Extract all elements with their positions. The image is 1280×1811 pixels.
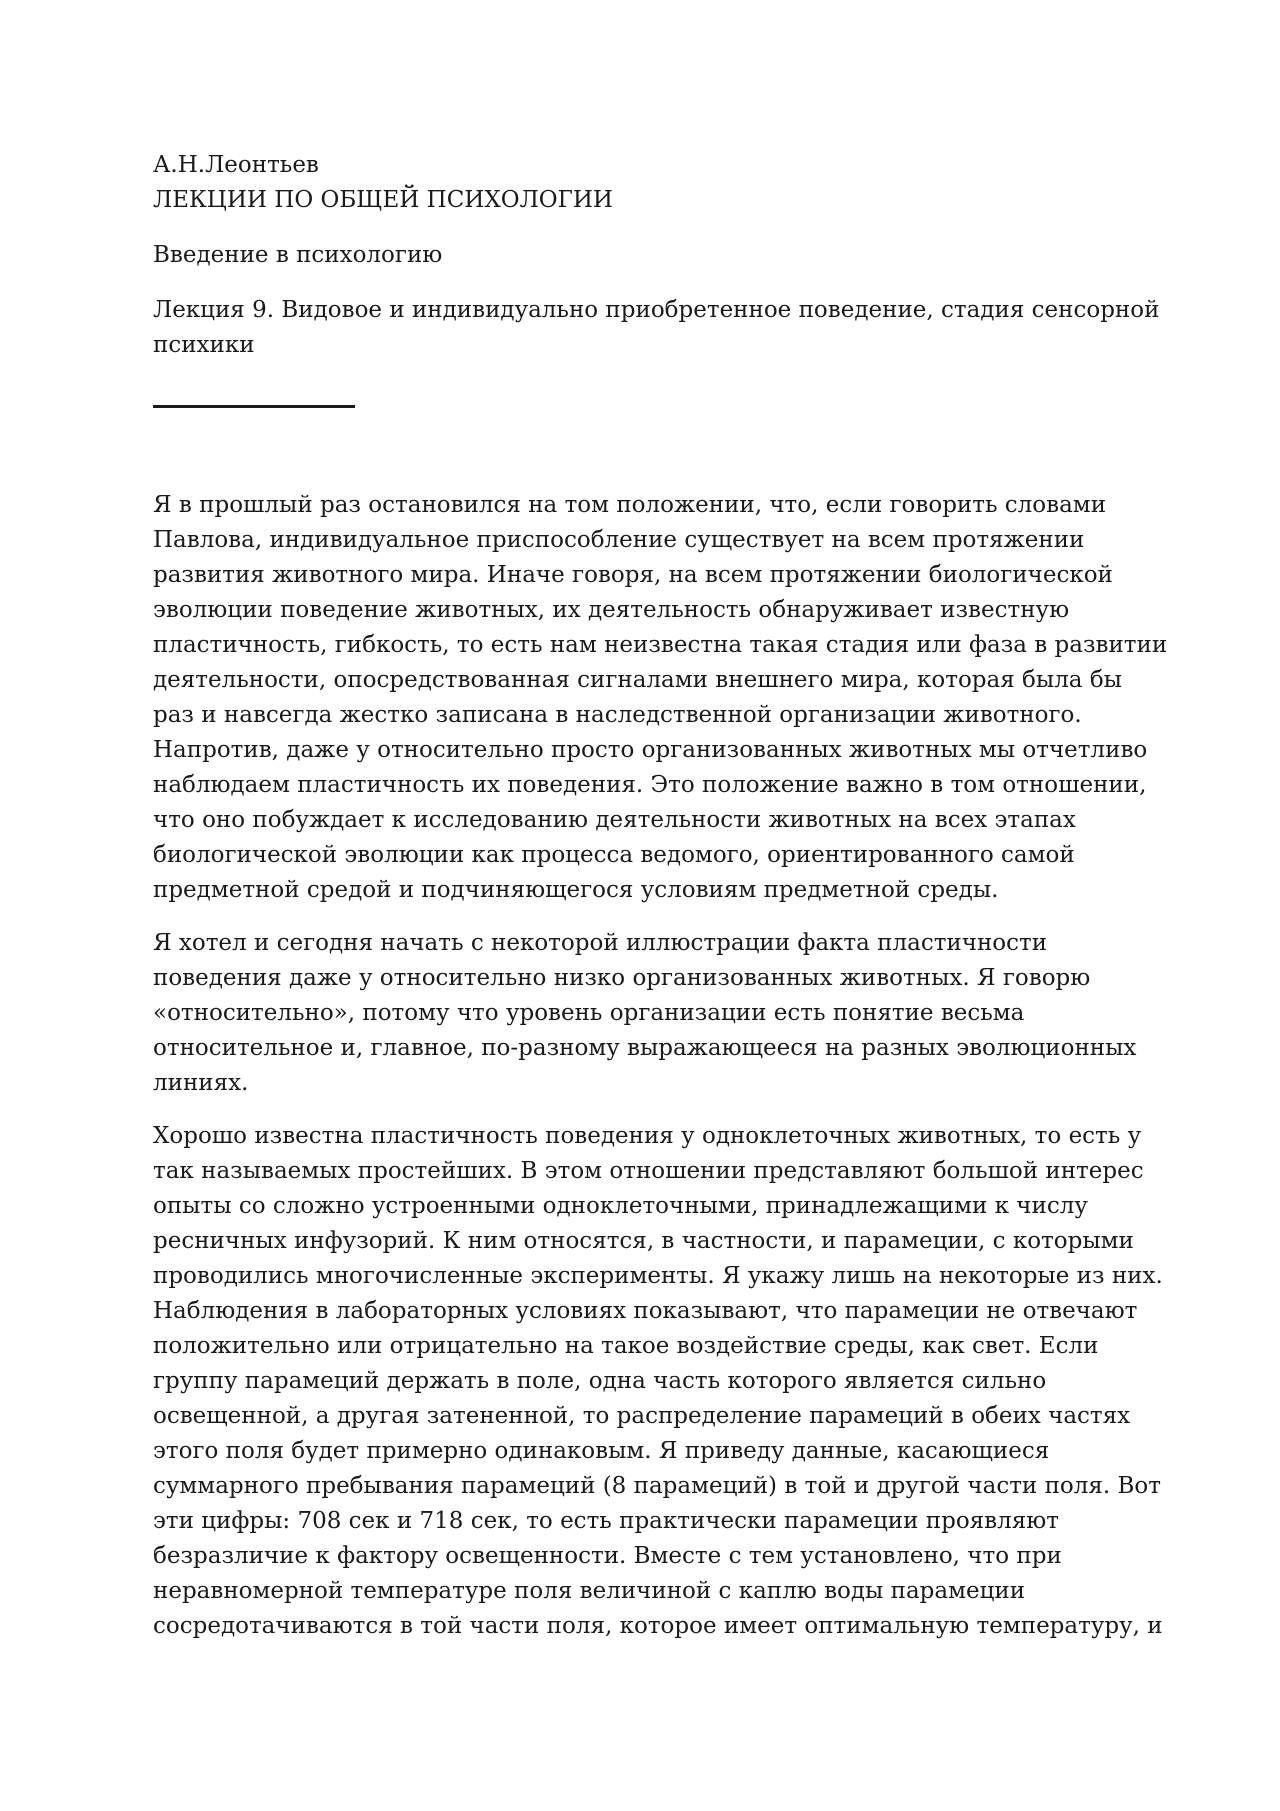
divider-rule: [153, 405, 355, 408]
text-line: безразличие к фактору освещенности. Вместе с тем установлено, что при: [153, 1543, 1062, 1569]
lecture-title: [153, 293, 1160, 363]
text-line: относительное и, главное, по-разному выражающееся на разных эволюционных: [153, 1035, 1137, 1061]
text-line: предметной средой и подчиняющегося условиям предметной среды.: [153, 877, 999, 903]
section-title: Введение в психологию: [153, 242, 443, 268]
text-line: суммарного пребывания парамеций (8 парамеций) в той и другой части поля. Вот: [153, 1473, 1161, 1499]
paragraph-1: [153, 488, 1168, 908]
document-page: [153, 148, 1168, 1662]
text-line: ресничных инфузорий. К ним относятся, в частности, и парамеции, с которыми: [153, 1228, 1134, 1254]
lecture-title-line: Лекция 9. Видовое и индивидуально приобретенное поведение, стадия сенсорной: [153, 297, 1160, 323]
text-line: поведения даже у относительно низко организованных животных. Я говорю: [153, 965, 1091, 991]
text-line: положительно или отрицательно на такое воздействие среды, как свет. Если: [153, 1333, 1099, 1359]
text-line: сосредотачиваются в той части поля, которое имеет оптимальную температуру, и: [153, 1613, 1163, 1639]
text-line: Я хотел и сегодня начать с некоторой иллюстрации факта пластичности: [153, 930, 1048, 956]
text-line: Павлова, индивидуальное приспособление существует на всем протяжении: [153, 527, 1085, 553]
text-line: эволюции поведение животных, их деятельность обнаруживает известную: [153, 597, 1070, 623]
text-line: так называемых простейших. В этом отношении представляют большой интерес: [153, 1158, 1144, 1184]
text-line: группу парамеций держать в поле, одна часть которого является сильно: [153, 1368, 1047, 1394]
text-line: Наблюдения в лабораторных условиях показывают, что парамеции не отвечают: [153, 1298, 1138, 1324]
text-line: эти цифры: 708 сек и 718 сек, то есть практически парамеции проявляют: [153, 1508, 1059, 1534]
text-line: биологической эволюции как процесса ведомого, ориентированного самой: [153, 842, 1075, 868]
text-line: раз и навсегда жестко записана в наследственной организации животного.: [153, 702, 1082, 728]
author-name: А.Н.Леонтьев: [153, 152, 319, 178]
text-line: опыты со сложно устроенными одноклеточными, принадлежащими к числу: [153, 1193, 1088, 1219]
text-line: пластичность, гибкость, то есть нам неизвестна такая стадия или фаза в развитии: [153, 632, 1168, 658]
lecture-title-line: психики: [153, 332, 255, 358]
text-line: Я в прошлый раз остановился на том положении, что, если говорить словами: [153, 492, 1107, 518]
text-line: развития животного мира. Иначе говоря, на всем протяжении биологической: [153, 562, 1113, 588]
text-line: освещенной, а другая затененной, то распределение парамеций в обеих частях: [153, 1403, 1131, 1429]
text-line: Хорошо известна пластичность поведения у одноклеточных животных, то есть у: [153, 1123, 1142, 1149]
book-title: ЛЕКЦИИ ПО ОБЩЕЙ ПСИХОЛОГИИ: [153, 187, 613, 213]
text-line: «относительно», потому что уровень организации есть понятие весьма: [153, 1000, 1025, 1026]
text-line: что оно побуждает к исследованию деятельности животных на всех этапах: [153, 807, 1076, 833]
text-line: неравномерной температуре поля величиной с каплю воды парамеции: [153, 1578, 1026, 1604]
text-line: этого поля будет примерно одинаковым. Я приведу данные, касающиеся: [153, 1438, 1050, 1464]
text-line: проводились многочисленные эксперименты. Я укажу лишь на некоторые из них.: [153, 1263, 1163, 1289]
body-text: [153, 488, 1168, 1644]
text-line: деятельности, опосредствованная сигналами внешнего мира, которая была бы: [153, 667, 1122, 693]
paragraph-2: [153, 926, 1137, 1101]
text-line: Напротив, даже у относительно просто организованных животных мы отчетливо: [153, 737, 1148, 763]
paragraph-3: [153, 1119, 1163, 1644]
text-line: наблюдаем пластичность их поведения. Это положение важно в том отношении,: [153, 772, 1147, 798]
text-line: линиях.: [153, 1070, 249, 1096]
